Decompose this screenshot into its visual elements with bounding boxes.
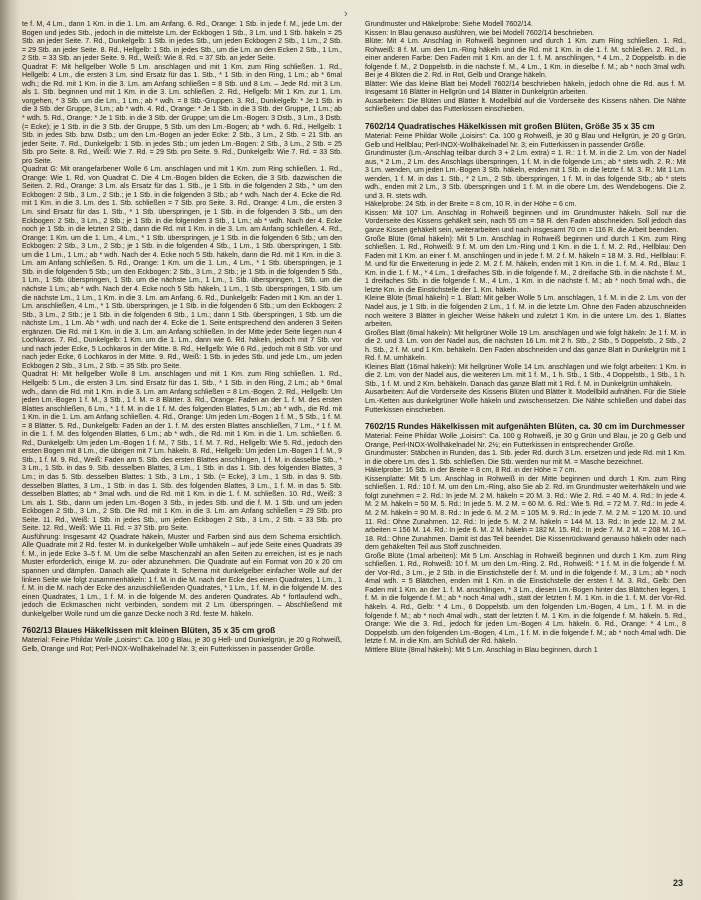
right-text-column [365, 20, 686, 880]
paragraph-quadrat-e-end: te f. M, 4 Lm., dann 1 Km. in die 1. Lm. am Anfang. 6. Rd., Orange: 1 Stb. in jede f. M., jede Lm. der Bogen und jedes Stb., jedoch in die mittelste Lm. der Eckbogen 1 Stb., 3 Lm. und 1 Stb. häkeln = 25 Stb. an jeder Seite. 7. Rd., Dunkelgelb: 1 Stb. in jedes Stb., um jeden Eckbogen 2 Stb., 1 Lm., 2 Stb. = 29 Stb. an jeder Seite. 8. Rd., Hellgelb: 1 Stb. in jedes Stb., um die Lm. an den Ecken 2 Stb., 1 Lm., 2 Stb. = 33 Stb. an jeder Seite. 9. Rd., Weiß: Wie 8. Rd. = 37 Stb. an jeder Seite. [22, 20, 342, 63]
paragraph-quadrat-h: Quadrat H: Mit hellgelber Wolle 8 Lm. anschlagen und mit 1 Km. zum Ring schließen. 1. Rd., Hellgelb: 5 Lm., die ersten 3 Lm. sind Ersatz für das 1. Stb., * 1 Stb. in den Ring, 2 Lm.; ab * 6mal wdh., dann die Rd. mit 1 Km. in die 3. Lm. am Anfang schließen = 8 Lm.-Bogen. 2. Rd., Hellgelb: Um jeden Lm.-Bogen 1 f. M., 3 Stb., 1 f. M. = 8 Blätter. 3. Rd., Orange: Faden an der 1. f. M. des ersten Blattes anschließen, 6 Lm., * 1 f. M. in die 1 f. M. des folgenden Blattes, 5 Lm.; ab * wdh., die Rd. mit 1 Km. in die 1. Lm. am Anfang schließen. 4. Rd., Orange: Um jeden Lm.-Bogen 1 f. M., 5 Stb., 1 f. M. = 8 Blätter. 5. Rd., Dunkelgelb: Faden an der 1. f. M. des ersten Blattes anschließen, 7 Lm., * 1 f. M. in die 1. f. M. des folgenden Blattes, 6 Lm.; ab * wdh., die Rd. mit 1 Km. in die 1. Lm. schließen. 6. Rd., Dunkelgelb: Um jeden Lm.-Bogen 1 f. M., 7 Stb., 1 f. M. 7. Rd., Hellgelb: Wie 5. Rd., jedoch den ersten Bogen mit 8 Lm., die übrigen mit 7 Lm. häkeln. 8. Rd., Hellgelb: Um jeden Lm.-Bogen 1 f. M., 9 Stb., 1 f. M. 9. Rd., Weiß: Faden am 5. Stb. des ersten Blattes anschlingen, 1 f. M. in dasselbe Stb., * 3 Lm., 1 Stb. in das 9. Stb. desselben Blattes, 3 Lm., 1 Stb. in das 1. Stb. des folgenden Blattes, 3 Lm.; in das 5. Stb. desselben Blattes: 1 Stb., 3 Lm., 1 Stb. (= Ecke), 3 Lm., 1 Stb. in das 9. Stb. desselben Blattes, 3 Lm., 1 Stb. in das 1. Stb. des folgenden Blattes, 3 Lm., 1 f. M. in das 5. Stb. desselben Blattes; ab * 3mal wdh. und die Rd. mit 1 Km. in die 1. f. M. schließen. 10. Rd., Weiß: 3 Lm. als 1. Stb., dann um jeden Lm.-Bogen 3 Stb., in jedes Stb. und die f. M. 1 Stb. und um jeden Eckbogen 2 Stb., 3 Lm., 2 Stb. Die Rd. mit 1 Km. in die 3. Lm. am Anfang schließen = 29 Stb. pro Seite. 11. Rd., Weiß: 1 Stb. in jedes Stb., um jeden Eckbogen 2 Stb., 3 Lm., 2 Stb. = 33 Stb. pro Seite. 12. Rd., Weiß: Wie 11. Rd. = 37 Stb. pro Seite. [22, 370, 342, 533]
paragraph-ausarbeiten: Ausarbeiten: Die Blüten und Blätter lt. Modellbild auf die Vorderseite des Kissens nähen. Die Nähte schließen und dabei das Futterkissen einschieben. [365, 96, 686, 114]
paragraph-kissenplatte-7602-15: Kissenplatte: Mit 5 Lm. Anschlag in Rohweiß in der Mitte beginnen und durch 1 Km. zum Ring schließen. 1. Rd.: 10 f. M. um den Lm.-Ring, also Sie ab 2. Rd. im Grundmuster weiterhäkeln und wie folgt zunehmen = 2. Rd.: In jede M. 2 M. häkeln = 20 M. 3. Rd.: Wie 2. Rd. = 40 M. 4. Rd.: In jede 4. M. 2 M. häkeln = 50 M. 5. Rd.: In jede 5. M. 2 M. = 60 M. 6. Rd.: Wie 5. Rd. = 72 M. 7. Rd.: In jede 4. M. 2 M. häkeln = 90 M. 8. Rd.: In jede 6. M. 2 M. = 105 M. 9. Rd.: In jede 7. M. 2 M. = 120 M. 10. und 11. Rd.: Ohne Zunahmen. 12. Rd.: In jede 5. M. 2 M. häkeln = 144 M. 13. Rd.: In jede 12. M. 2 M. arbeiten = 156 M. 14. Rd.: In jede 6. M. 2 M. häkeln = 182 M. 15. Rd.: In jede 7. M. 2 M. = 208 M. 16.–18. Rd.: Ohne Zunahmen. Damit ist das Teil beendet. Die Kissenrückwand genauso häkeln oder nach dem gehäkelten Teil aus Stoff zuschneiden. [365, 474, 686, 552]
page-mark: › [344, 8, 348, 20]
paragraph-kleines-blatt-7602-14: Kleines Blatt (16mal häkeln): Mit hellgrüner Wolle 14 Lm. anschlagen und wie folgt arbeiten: 1 Km. in die 2. Lm. von der Nadel aus, die weiteren Lm. mit 1 f. M., 1 h. Stb., 1 Stb., 4 Doppelstb., 1 Stb., 1 h. Stb., 1 f. M. und 2 Km. behäkeln. Danach das ganze Blatt mit 1 Rd. f. M. in Dunkelgrün umhäkeln. [365, 362, 686, 388]
paragraph-kissen: Kissen: In Blau genauso ausführen, wie bei Modell 7602/14 beschrieben. [365, 28, 595, 37]
paragraph-blaetter: Blätter: Wie das kleine Blatt bei Modell 7602/14 beschrieben häkeln, jedoch ohne die Rd. aus f. M. Insgesamt 16 Blätter in Hellgrün und 14 Blätter in Dunkelgrün arbeiten. [365, 79, 686, 97]
paragraph-grosse-bluete-7602-14: Große Blüte (6mal häkeln): Mit 5 Lm. Anschlag in Rohweiß beginnen und durch 1 Km. zum Ring schließen. 1. Rd., Rohweiß: 9 f. M. um den Lm.-Ring und 1 Km. in die 1. f. M. 2. Rd., Hellblau: Den Faden mit 1 Km. an einer f. M. anschlingen und in jede f. M. 2 f. M. häkeln = 18 M. 3. Rd., Hellblau: F. M. und für die Erweiterung in jede 2. M. 2 f. M. häkeln, enden mit 1 Km. in die 1. f. M. 4. Rd., Blau: 1 Km. in die 1. f. M., * 4 Lm., 1 dreifaches Stb. in die folgende f. M., 2 dreifache Stb. in die nächste f. M., 1 dreifaches Stb. in die folgende f. M., 4 Lm., 1 Km. in die nächste f. M.; ab * noch 5mal wdh., die letzte Km. in die Einstichstelle der 1. Km. häkeln. [365, 234, 686, 294]
paragraph-ausarbeiten-7602-14: Ausarbeiten: Auf die Vorderseite des Kissens Blüten und Blätter lt. Modellbild aufnähen. Für die Stiele Lm.-Ketten aus dunkelgrüner Wolle häkeln und zwischensetzen. Die Nähte schließen und dabei das Futterkissen einschieben. [365, 388, 686, 414]
paragraph-haekelprobe-7602-15: Häkelprobe: 16 Stb. in der Breite = 8 cm, 8 Rd. in der Höhe = 7 cm. [365, 466, 577, 475]
paragraph-grundmuster-7602-15: Grundmuster: Stäbchen in Runden, das 1. Stb. jeder Rd. durch 3 Lm. ersetzen und jede Rd. mit 1 Km. in die obere Lm. des 1. Stb. schließen. Die Stb. werden nur mit M. = Masche bezeichnet. [365, 449, 686, 466]
paragraph-grundmuster: Grundmuster und Häkelprobe: Siehe Modell 7602/14. [365, 20, 533, 28]
paragraph-grundmuster-7602-14: Grundmuster (Lm.-Anschlag teilbar durch 3 + 2 Lm. extra) = 1. R.: 1 f. M. in die 2. Lm. von der Nadel aus, * 2 Lm., 2 Lm. des Anschlags überspringen, 1 f. M. in die folgende Lm.; ab * stets wdh. 2. R.: Mit 3 Lm. wenden, um jeden Lm.-Bogen 3 Stb. häkeln, enden mit 1 Stb. in die letzte f. M. 3. R.: Mit 1 Lm. wenden, 1 f. M. in das 1. Stb., * 2 Lm., 2 Stb. überspringen, 1 f. M. in das folgende Stb.; ab * stets wdh., enden mit 2 Lm., 3 Stb. überspringen und 1 f. M. in die obere Lm. des Wendebogens. Die 2. und 3. R. stets wdh. [365, 149, 686, 200]
page-number: 23 [672, 878, 683, 888]
page-gutter-shadow [0, 0, 18, 900]
paragraph-grosses-blatt-7602-14: Großes Blatt (6mal häkeln): Mit hellgrüner Wolle 19 Lm. anschlagen und wie folgt häkeln: Je 1 f. M. in die 2. und 3. Lm. von der Nadel aus, die nächsten 16 Lm. mit 2 h. Stb., 2 Stb., 5 Doppelstb., 2 Stb., 2 h. Stb., 2 f. M. und 1 Km. behäkeln. Den Faden abschneiden und das ganze Blatt in Dunkelgrün mit 1 Rd. f. M. umhäkeln. [365, 328, 686, 363]
section-heading-7602-15: 7602/15 Rundes Häkelkissen mit aufgenähten Blüten, ca. 30 cm im Durchmesser [365, 421, 685, 432]
paragraph-kissen-7602-14: Kissen: Mit 107 Lm. Anschlag in Rohweiß beginnen und im Grundmuster häkeln. Soll nur die Vorderseite des Kissens gehäkelt sein, nach 55 cm = 58 R. den Faden abschneiden. Soll jedoch das ganze Kissen gehäkelt sein, weiterarbeiten und nach insgesamt 70 cm = 116 R. die Arbeit beenden. [365, 208, 686, 235]
paragraph-ausfuehrung: Ausführung: Insgesamt 42 Quadrate häkeln, Muster und Farben sind aus dem Schema ersichtlich. Alle Quadrate mit 2 Rd. fester M. in dunkelgelber Wolle umhäkeln – auf jede Seite eines Quadrats 39 f. M., in jede Ecke 3–5 f. M. Um die selbe Maschenzahl an allen Seiten zu erreichen, ist es je nach Muster erforderlich, einige M. zu- oder abzunehmen. Die Quadrate auf ein Format von 20 x 20 cm spannen und dämpfen. Danach alle Quadrate lt. Schema mit dunkelgelber einfacher Wolle auf der linken Seite wie folgt zusammenhäkeln: 1 f. M. in die M. nach der Ecke des einen Quadrates, 1 Lm., 1 f. M. in die M. nach der Ecke des anzuschließenden Quadrates, * 1 Lm., 1 f. M. in die folgende M. des einen Quadrates, 1 Lm., 1 f. M. in die folgende M. des anderen Quadrates. Ab * fortlaufend wdh., jedoch die Eckmaschen nicht verbinden, sondern mit 2 Lm. überspringen. – Abschließend mit dunkelgelber Wolle rund um die ganze Decke noch 3 Rd. feste M. häkeln. [22, 532, 342, 618]
paragraph-kleine-bluete-7602-14: Kleine Blüte (5mal häkeln) = 1. Blatt: Mit gelber Wolle 5 Lm. anschlagen, 1 f. M. in die 2. Lm. von der Nadel aus, je 1 Stb. in die folgenden 2 Lm., 1 f. M. in die letzte Lm. Ohne den Faden abzuschneiden noch weitere 3 Blätter in gleicher Weise häkeln und zuletzt 1 Km. in die untere Lm. des 1. Blattes arbeiten. [365, 294, 686, 329]
paragraph-grosse-bluete-7602-15: Große Blüte (1mal arbeiten): Mit 5 Lm. Anschlag in Rohweiß beginnen und durch 1 Km. zum Ring schließen. 1. Rd., Rohweiß: 10 f. M. um den Lm.-Ring. 2. Rd., Rohweiß: * 1 f. M. in die folgende f. M. der Vor-Rd., 3 Lm., je 2 Stb. in die Einstichstelle der f. M. und in die folgende f. M., 3 Lm.; ab * noch 4mal wdh. = 5 Blättchen, enden mit 1 Km. in die Einstichstelle der ersten f. M. 3. Rd., Gelb: Den Faden mit 1 Km. an der 1. f. M. anschlingen, * 3 Lm., diesen Lm.-Bogen hinter das Blättchen legen, 1 f. M. in die folgende f. M.; ab * noch 4mal wdh., statt der letzten f. M. 1 Km. in die 1. f. M. der Vor-Rd. häkeln. 4. Rd., Gelb: * 4 Lm., 6 Doppelstb. um den folgenden Lm.-Bogen, 4 Lm., 1 f. M. in die folgende f. M.; ab * noch 4mal wdh., statt der letzten f. M. 1 Km. in die folgende f. M. häkeln. 5. Rd., Orange: Wie die 3. Rd., jedoch für jeden Lm.-Bogen 4 Lm. häkeln. 6. Rd., Orange: * 4 Lm., 8 Doppelstb. um den folgenden Lm.-Bogen, 4 Lm., 1 f. M. in die folgende f. M.; ab * noch 4mal wdh. Die letzte f. M. in die Km. am Schluß der Rd. häkeln. [365, 551, 686, 646]
paragraph-mittlere-bluete-7602-15: Mittlere Blüte (8mal häkeln): Mit 5 Lm. Anschlag in Blau beginnen, durch 1 [365, 645, 598, 654]
paragraph-bluete: Blüte: Mit 4 Lm. Anschlag in Rohweiß beginnen und durch 1 Km. zum Ring schließen. 1. Rd., Rohweiß: 8 f. M. um den Lm.-Ring häkeln und die Rd. mit 1 Km. in die 1. f. M. schließen. 2. Rd., in einer anderen Farbe: Den Faden mit 1 Km. an der 1. f. M. anschlingen, * 4 Lm., 2 Doppelstb. in die folgende f. M., 2 Doppelstb. in die nächste f. M., 4 Lm., 1 Km. in dieselbe f. M.; ab * noch 3mal wdh. Bei je 4 Blüten die 2. Rd. in Rot, Gelb und Orange häkeln. [365, 37, 686, 80]
left-text-column [22, 20, 342, 880]
paragraph-material-7602-15: Material: Feine Phildar Wolle „Loisirs“: Ca. 100 g Rohweiß, je 30 g Grün und Blau, je 20 g Gelb und Orange, Perl-INOX-Wollhäkelnadel Nr. 2½; ein Futterkissen in entsprechender Größe. [365, 432, 686, 449]
paragraph-quadrat-f: Quadrat F: Mit hellgelber Wolle 5 Lm. anschlagen und mit 1 Km. zum Ring schließen. 1. Rd., Hellgelb: 4 Lm., die ersten 3 Lm. sind Ersatz für das 1. Stb., * 1 Stb. in den Ring, 1 Lm.; ab * 6mal wdh.; die Rd. mit 1 Km. in die 3. Lm. am Anfang schließen = 8 Stb. und 8 Lm. – Jede Rd. mit 3 Lm. als 1. Stb. beginnen und mit 1 Km. in die 3. Lm. schließen. 2. Rd., Hellgelb: Mit 1 Km. zur 1. Lm. vorgehen, * 3 Stb. um die Lm., 1 Lm.; ab * wdh. = 8 Stb.-Gruppen. 3. Rd., Dunkelgelb: * Je 1 Stb. in die 3 Stb. der Gruppe, 3 Lm.; ab * wdh. 4. Rd., Orange: * Je 1 Stb. in die 3 Stb. der Gruppe, 1 Lm.; ab * wdh. 5. Rd., Orange: * Je 1 Stb. in die 3 Stb. der Gruppe; um die Lm.-Bogen: 3 Dstb., 3 Lm., 3 Dstb. (= Ecke); je 1 Stb. in die 3 Stb. der Gruppe, 5 Stb. um den Lm.-Bogen; ab * wdh. 6. Rd., Hellgelb: 1 Stb. in jedes Stb. bzw. Dstb.; um den Lm.-Bogen an jeder Ecke: 2 Stb., 3 Lm., 2 Stb. = 21 Stb. an jeder Seite. 7. Rd., Dunkelgelb: 1 Stb. in jedes Stb.; um jeden Lm.-Bogen: 2 Stb., 3 Lm., 2 Stb. = 25 Stb. pro Seite. 8. Rd., Weiß: Wie 7. Rd. = 29 Stb. pro Seite. 9. Rd., Dunkelgelb: Wie 7. Rd. = 33 Stb. pro Seite. [22, 62, 342, 165]
paragraph-material-7602-14: Material: Feine Phildar Wolle „Loisirs“: Ca. 100 g Rohweiß, je 30 g Blau und Hellgrün, je 20 g Grün, Gelb und Hellblau; Perl-INOX-Wollhäkelnadel Nr. 3; ein Futterkissen in passender Größe. [365, 132, 686, 149]
paragraph-haekelprobe-7602-14: Häkelprobe: 24 Stb. in der Breite = 8 cm, 10 R. in der Höhe = 6 cm. [365, 200, 577, 209]
section-heading-7602-14: 7602/14 Quadratisches Häkelkissen mit großen Blüten, Größe 35 x 35 cm [365, 121, 655, 132]
paragraph-quadrat-g: Quadrat G: Mit orangefarbener Wolle 6 Lm. anschlagen und mit 1 Km. zum Ring schließen. 1. Rd., Orange: Wie 1. Rd. von Quadrat C. Die 4 Lm.-Bogen bilden die Ecken, die 3 Stb. dazwischen die Seiten. 2. Rd., Orange: 3 Lm. als Ersatz für das 1. Stb., je 1 Stb. in die folgenden 2 Stb., * um den Eckbogen: 2 Stb., 3 Lm., 2 Stb.; je 1 Stb. in die folgenden 3 Stb.; ab * wdh. Nach der 4. Ecke die Rd. mit 1 Km. in die 3. Lm. des 1. Stb. schließen = 7 Stb. pro Seite. 3. Rd., Orange: 4 Lm., die ersten 3 Lm. sind Ersatz für das 1. Stb., * 1 Stb. überspringen, je 1 Stb. in die folgenden 3 Stb., um den Eckbogen: 2 Stb., 3 Lm., 2 Stb.; je 1 Stb. in die folgenden 3 Stb., 1 Lm.; ab * wdh. Nach der 4. Ecke noch je 1 Stb. in die letzten 2 Stb., dann die Rd. mit 1 Km. in die 3. Lm. am Anfang schließen. 4. Rd., Orange: 1 Km. um die 1. Lm., 4 Lm., * 1 Stb. überspringen, je 1 Stb. in die folgenden 6 Stb.; um den Eckbogen: 2 Stb., 3 Lm., 2 Stb.; je 1 Stb. in die folgenden 4 Stb., 1 Lm., 1 Stb. überspringen, 1 Stb. um die 1 Lm., 1 Lm.; ab * wdh. Nach der 4. Ecke noch 5 Stb. häkeln, dann die Rd. mit 1 Km. in die 3. Lm. am Anfang schließen. 5. Rd., Orange: 1 Km. um die 1. Lm., 4 Lm., * 1 Stb. überspringen, je 1 Stb. in die folgenden 5 Stb.; um den Eckbogen: 2 Stb., 3 Lm., 2 Stb.; je 1 Stb. in die folgenden 5 Stb., 1 Lm., 1 Stb. überspringen, 1 Stb. um die nächste Lm., 1 Lm., 1 Stb. überspringen, 1 Stb. um die nächste 1 Lm.; ab * wdh. Nach der 4. Ecke noch 5 Stb. häkeln, 1 Lm., 1 Stb. überspringen, 1 Stb. um die nächste Lm., 1 Lm., 1 Km. in die 3. Lm. am Anfang. 6. Rd., Dunkelgelb: Faden mit 1 Km. an der 1. Lm. anschließen, 4 Lm., * 1 Stb. überspringen, je 1 Stb. in die folgenden 6 Stb.; um den Eckbogen: 2 Stb., 3 Lm., 2 Stb.; je 1 Stb. in die folgenden 6 Stb., 1 Lm.; dann 1 Stb. überspringen, 1 Stb. um die nächste Lm., 1 Lm. Ab * wdh. und nach der 4. Ecke die 1. Seite entsprechend den anderen 3 Seiten ergänzen. Die Rd. mit 1 Km. in die 3. Lm. am Anfang schließen. In der Mitte jeder Seite liegen nun 4 Lochkaros. 7. Rd., Dunkelgelb: 1 Km. um die 1. Lm., dann wie 6. Rd. häkeln, jedoch mit 7 Stb. vor und nach jeder Ecke, 5 Lochkaros in der Mitte. 8. Rd., Hellgelb: Wie 6 Rd., jedoch mit 8 Stb. vor und nach jeder Ecke, 6 Lochkaros in der Mitte. 9. Rd., Weiß: 1 Stb. in jedes Stb. und jede Lm., um jeden Eckbogen 2 Stb., 3 Lm., 2 Stb. = 35 Stb. pro Seite. [22, 165, 342, 370]
paragraph-material-7602-13: Material: Feine Phildar Wolle „Loisirs“: Ca. 100 g Blau, je 30 g Hell- und Dunkelgrün, je 20 g Rohweiß, Gelb, Orange und Rot; Perl-INOX-Wollhäkelnadel Nr. 3; ein Futterkissen in passender Größe. [22, 636, 342, 653]
section-heading-7602-13: 7602/13 Blaues Häkelkissen mit kleinen Blüten, 35 x 35 cm groß [22, 625, 276, 636]
